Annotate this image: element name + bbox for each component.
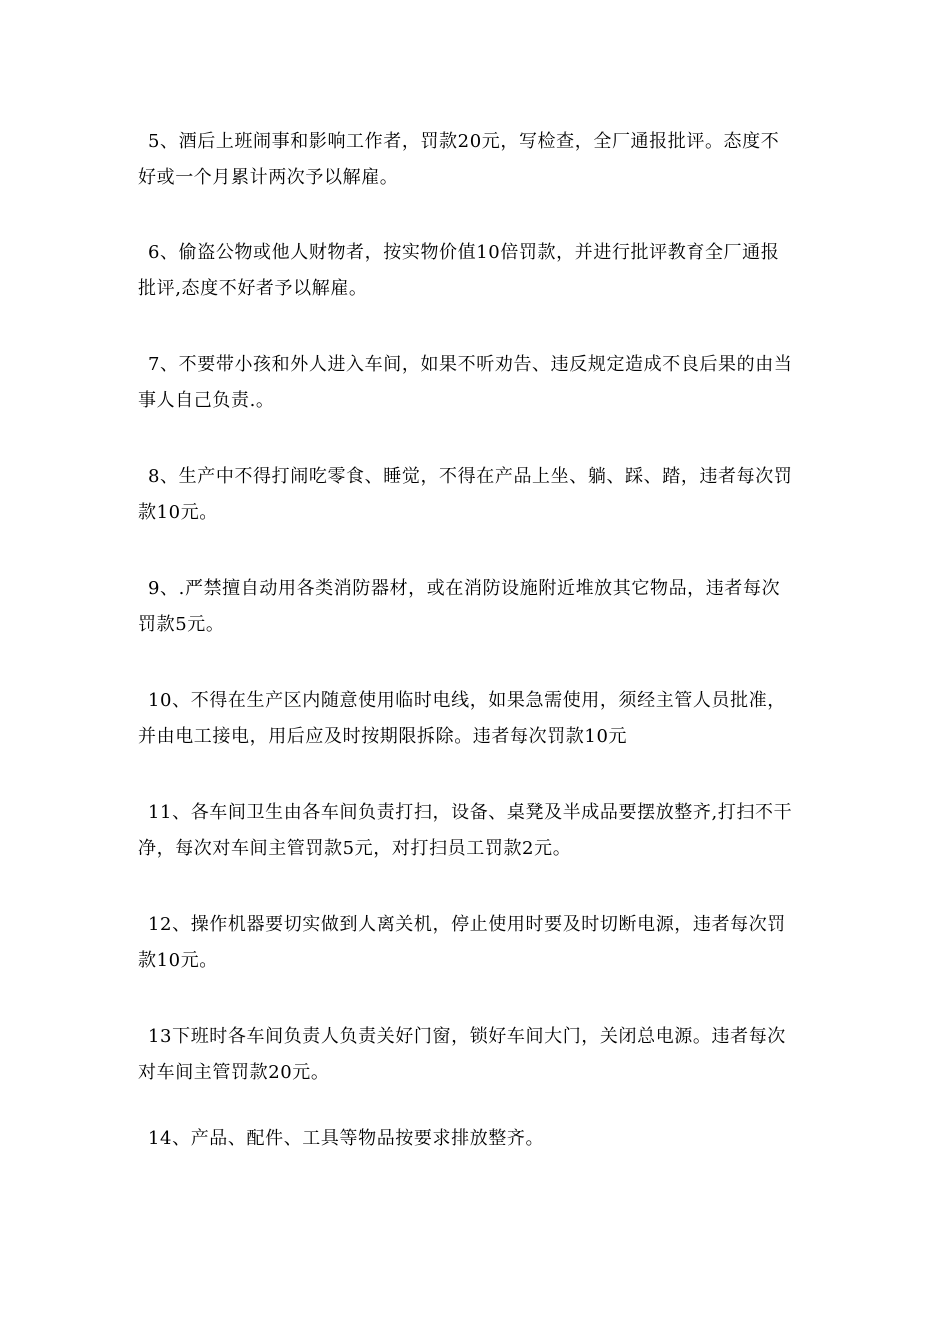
paragraph-line: 11、各车间卫生由各车间负责打扫，设备、桌凳及半成品要摆放整齐,打扫不干 [148, 802, 793, 823]
paragraph-line: 14、产品、配件、工具等物品按要求排放整齐。 [148, 1128, 545, 1149]
rule-paragraph-5 [138, 124, 818, 196]
paragraph-line: 7、不要带小孩和外人进入车间，如果不听劝告、违反规定造成不良后果的由当 [148, 354, 793, 375]
paragraph-line: 13下班时各车间负责人负责关好门窗，锁好车间大门，关闭总电源。违者每次 [148, 1026, 786, 1047]
paragraph-line: 款10元。 [138, 502, 218, 523]
rule-paragraph-9 [138, 571, 818, 643]
paragraph-line: 8、生产中不得打闹吃零食、睡觉，不得在产品上坐、躺、踩、踏，违者每次罚 [148, 466, 793, 487]
paragraph-line: 净，每次对车间主管罚款5元，对打扫员工罚款2元。 [138, 838, 572, 859]
paragraph-line: 对车间主管罚款20元。 [138, 1062, 330, 1083]
rule-paragraph-8 [138, 459, 818, 531]
paragraph-line: 5、酒后上班闹事和影响工作者，罚款20元，写检查，全厂通报批评。态度不 [148, 131, 780, 152]
paragraph-line: 6、偷盗公物或他人财物者，按实物价值10倍罚款，并进行批评教育全厂通报 [148, 242, 780, 263]
paragraph-line: 款10元。 [138, 950, 218, 971]
paragraph-line: 好或一个月累计两次予以解雇。 [138, 167, 399, 188]
rule-paragraph-7 [138, 347, 818, 419]
rule-paragraph-12 [138, 907, 818, 979]
paragraph-line: 事人自己负责.。 [138, 390, 275, 411]
rule-paragraph-10 [138, 683, 818, 755]
paragraph-line: 并由电工接电，用后应及时按期限拆除。违者每次罚款10元 [138, 726, 628, 747]
rule-paragraph-6 [138, 235, 818, 307]
paragraph-line: 9、.严禁擅自动用各类消防器材，或在消防设施附近堆放其它物品，违者每次 [148, 578, 781, 599]
paragraph-line: 10、不得在生产区内随意使用临时电线，如果急需使用，须经主管人员批准， [148, 690, 786, 711]
paragraph-line: 12、操作机器要切实做到人离关机，停止使用时要及时切断电源，违者每次罚 [148, 914, 786, 935]
rule-paragraph-11 [138, 795, 818, 867]
paragraph-line: 罚款5元。 [138, 614, 225, 635]
rule-paragraph-14 [138, 1121, 818, 1157]
rule-paragraph-13 [138, 1019, 818, 1091]
paragraph-line: 批评,态度不好者予以解雇。 [138, 278, 368, 299]
